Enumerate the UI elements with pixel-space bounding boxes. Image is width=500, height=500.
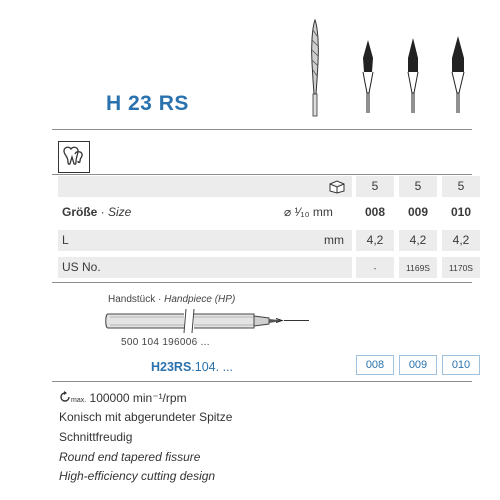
speed-value: 100000 min⁻¹/rpm	[89, 391, 187, 405]
table-cell: 010	[450, 205, 472, 219]
desc-line-3: Round end tapered fissure	[59, 450, 201, 464]
bur-illustrations	[290, 18, 490, 118]
length-label: L	[62, 233, 69, 247]
table-cell: 5	[371, 179, 379, 193]
table-cell: 1170S	[449, 263, 473, 273]
divider-table-bottom	[52, 282, 472, 283]
table-cell: 4,2	[366, 233, 384, 247]
divider-mid	[52, 174, 472, 175]
table-cell: -	[373, 263, 377, 273]
length-unit: mm	[324, 233, 344, 247]
size-label-de: Größe	[62, 205, 98, 219]
divider-bottom	[52, 381, 472, 382]
table-cell: 5	[457, 179, 465, 193]
desc-line-4: High-efficiency cutting design	[59, 469, 216, 483]
speed-sub: max.	[71, 397, 87, 404]
row-label: Größe · Size	[62, 205, 132, 219]
table-row-us-no	[58, 257, 473, 278]
order-code	[151, 360, 233, 374]
table-row-length	[58, 230, 468, 251]
rotation-icon	[59, 391, 71, 403]
order-size-010: 010	[442, 355, 480, 375]
handpiece-label: Handstück · Handpiece (HP)	[108, 294, 236, 305]
bur-profile-010	[452, 36, 464, 113]
desc-line-2: Schnittfreudig	[59, 430, 133, 444]
table-cell: 1169S	[406, 263, 430, 273]
table-cell: 008	[364, 205, 386, 219]
table-cell: 009	[407, 205, 429, 219]
size-label-en: Size	[108, 205, 132, 219]
table-row-package	[58, 176, 468, 197]
bur-side-view	[312, 20, 319, 116]
product-title: H 23 RS	[106, 92, 189, 115]
us-no-label: US No.	[62, 260, 101, 274]
bur-profile-008	[363, 40, 373, 113]
package-icon	[328, 179, 346, 194]
handpiece-code: 500 104 196006 ...	[121, 337, 210, 348]
handpiece-drawing	[104, 305, 344, 337]
table-cell: 4,2	[409, 233, 427, 247]
bur-profile-009	[408, 38, 418, 113]
order-size-009: 009	[399, 355, 437, 375]
table-cell: 5	[414, 179, 422, 193]
table-cell: 4,2	[452, 233, 470, 247]
handpiece-label-de: Handstück	[108, 294, 156, 305]
row-background	[58, 257, 352, 278]
desc-line-1: Konisch mit abgerundeter Spitze	[59, 410, 233, 424]
row-background	[58, 176, 352, 197]
size-unit: ⌀ ¹⁄₁₀ mm	[284, 205, 333, 219]
order-prefix: H23RS	[151, 360, 192, 374]
order-suffix: .104. ...	[191, 360, 233, 374]
row-background	[58, 230, 352, 251]
handpiece-label-en: Handpiece (HP)	[164, 294, 236, 305]
order-size-008: 008	[356, 355, 394, 375]
speed-line	[59, 391, 187, 405]
divider-top	[52, 129, 472, 130]
tooth-icon-box	[58, 141, 90, 173]
tooth-icon	[59, 142, 88, 171]
table-row-size	[58, 202, 472, 223]
